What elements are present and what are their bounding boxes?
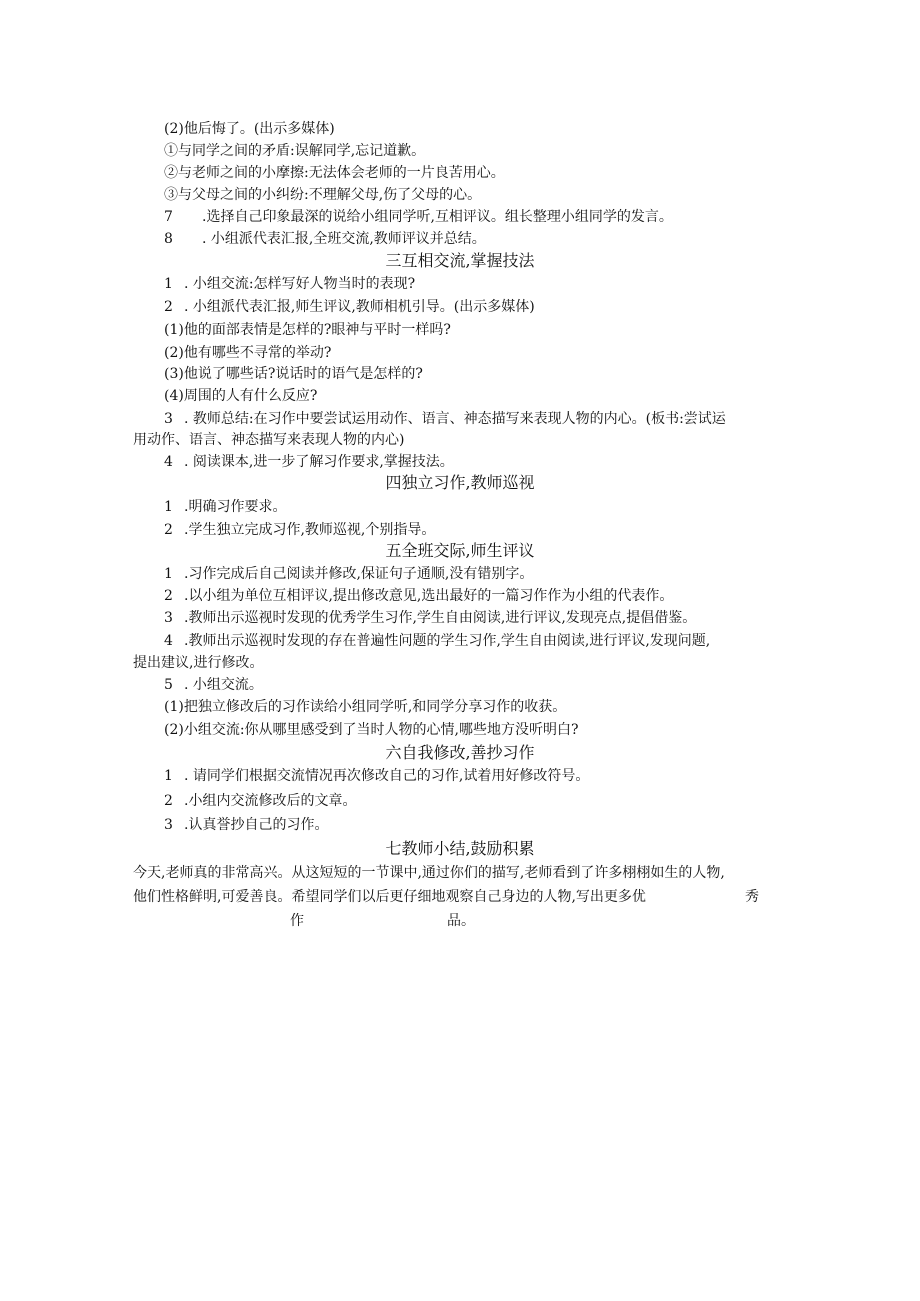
step-item [164, 229, 486, 249]
step-text: . 阅读课本,进一步了解习作要求,掌握技法。 [184, 454, 454, 470]
step-number: 2 [164, 299, 173, 315]
step-text: .教师出示巡视时发现的存在普遍性问题的学生习作,学生自由阅读,进行评议,发现问题, [184, 633, 711, 649]
text-line: ③与父母之间的小纠纷:不理解父母,伤了父母的心。 [164, 187, 482, 203]
step-text: . 教师总结:在习作中要尝试运用动作、语言、神态描写来表现人物的内心。(板书:尝试运 [184, 411, 726, 427]
step-text-continued: 用动作、语言、神态描写来表现人物的内心) [133, 432, 405, 448]
step-text: .习作完成后自己阅读并修改,保证句子通顺,没有错别字。 [184, 566, 534, 582]
section-heading: 七教师小结,鼓励积累 [385, 839, 535, 858]
text-line: ②与老师之间的小摩擦:无法体会老师的一片良苦用心。 [164, 165, 505, 181]
step-item [164, 791, 356, 811]
step-text: .学生独立完成习作,教师巡视,个别指导。 [184, 522, 436, 538]
paragraph-line: 今天,老师真的非常高兴。从这短短的一节课中,通过你们的描写,老师看到了许多栩栩如生的人物, [133, 865, 725, 881]
step-number: 2 [164, 793, 173, 809]
section-heading: 三互相交流,掌握技法 [385, 251, 535, 270]
step-item [164, 409, 726, 429]
paragraph-fragment: 品。 [447, 913, 475, 929]
paragraph-fragment: 作 [290, 913, 304, 929]
step-text: . 小组派代表汇报,师生评议,教师相机引导。(出示多媒体) [184, 299, 535, 315]
step-number: 2 [164, 522, 173, 538]
step-number: 1 [164, 276, 173, 292]
paragraph-fragment: 秀 [745, 889, 759, 905]
sub-item: (1)把独立修改后的习作读给小组同学听,和同学分享习作的收获。 [164, 699, 567, 715]
step-number: 3 [164, 411, 173, 427]
step-text-continued: 提出建议,进行修改。 [133, 655, 264, 671]
step-number: 3 [164, 610, 173, 626]
step-item [164, 766, 589, 786]
paragraph-line: 他们性格鲜明,可爱善良。希望同学们以后更仔细地观察自己身边的人物,写出更多优 [133, 889, 646, 905]
step-text: .选择自己印象最深的说给小组同学听,互相评议。组长整理小组同学的发言。 [202, 209, 673, 225]
step-number: 1 [164, 566, 173, 582]
step-number: 1 [164, 499, 173, 515]
step-number: 8 [164, 231, 173, 247]
step-item [164, 564, 533, 584]
step-number: 1 [164, 768, 173, 784]
step-item [164, 608, 696, 628]
step-text: .教师出示巡视时发现的优秀学生习作,学生自由阅读,进行评议,发现亮点,提倡借鉴。 [184, 610, 697, 626]
section-heading: 四独立习作,教师巡视 [385, 473, 535, 492]
sub-item: (2)小组交流:你从哪里感受到了当时人物的心情,哪些地方没听明白? [164, 722, 579, 738]
sub-item: (1)他的面部表情是怎样的?眼神与平时一样吗? [164, 322, 451, 338]
step-text: . 小组交流。 [184, 677, 263, 693]
text-line: ①与同学之间的矛盾:误解同学,忘记道歉。 [164, 143, 426, 159]
step-item [164, 520, 435, 540]
step-number: 4 [164, 633, 173, 649]
step-item [164, 274, 415, 294]
step-text: .明确习作要求。 [184, 499, 287, 515]
step-item [164, 815, 328, 835]
sub-item: (4)周围的人有什么反应? [164, 388, 318, 404]
step-text: . 小组交流:怎样写好人物当时的表现? [184, 276, 416, 292]
step-text: . 小组派代表汇报,全班交流,教师评议并总结。 [202, 231, 486, 247]
text-line: (2)他后悔了。(出示多媒体) [164, 121, 335, 137]
step-item [164, 297, 535, 317]
step-item [164, 207, 673, 227]
step-text: . 请同学们根据交流情况再次修改自己的习作,试着用好修改符号。 [184, 768, 590, 784]
step-number: 2 [164, 588, 173, 604]
step-text: .以小组为单位互相评议,提出修改意见,选出最好的一篇习作作为小组的代表作。 [184, 588, 674, 604]
sub-item: (2)他有哪些不寻常的举动? [164, 345, 332, 361]
step-item [164, 675, 263, 695]
step-item [164, 452, 454, 472]
step-number: 5 [164, 677, 173, 693]
step-item [164, 631, 710, 651]
step-number: 4 [164, 454, 173, 470]
sub-item: (3)他说了哪些话?说话时的语气是怎样的? [164, 366, 423, 382]
step-item [164, 586, 673, 606]
step-item [164, 497, 286, 517]
step-number: 3 [164, 817, 173, 833]
section-heading: 六自我修改,善抄习作 [385, 743, 535, 762]
step-text: .认真誉抄自己的习作。 [184, 817, 329, 833]
section-heading: 五全班交际,师生评议 [385, 541, 535, 560]
step-text: .小组内交流修改后的文章。 [184, 793, 357, 809]
step-number: 7 [164, 209, 173, 225]
